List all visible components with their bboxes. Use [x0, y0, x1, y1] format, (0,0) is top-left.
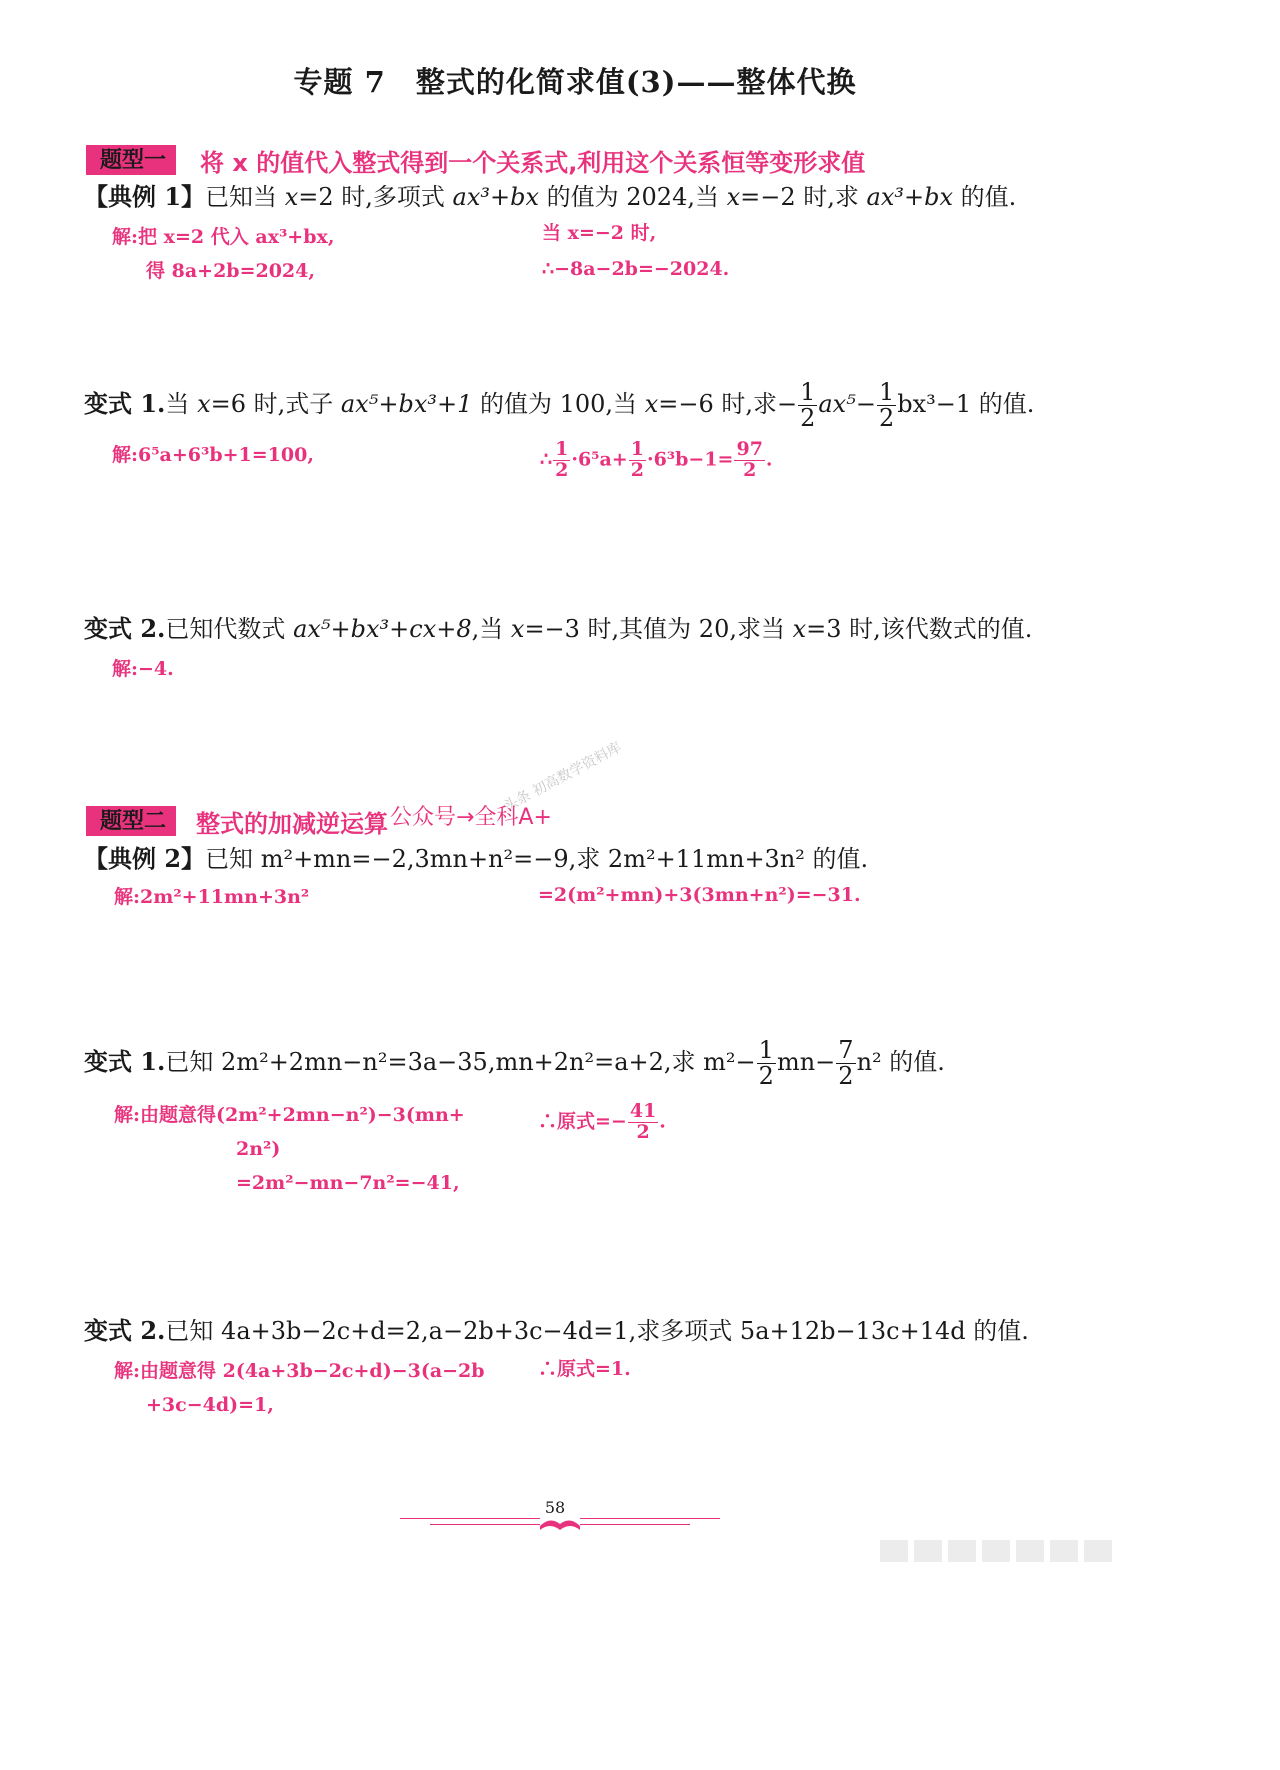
fraction-numerator: 1: [878, 378, 895, 406]
fraction: [798, 380, 817, 431]
fraction-denominator: 2: [800, 404, 816, 433]
variant-label: 变式 2.: [84, 1316, 166, 1345]
variant-label: 变式 1.: [84, 389, 166, 419]
footer-divider-left: [430, 1524, 540, 1525]
fraction-numerator: 1: [800, 378, 816, 406]
thumbnail-placeholder: [1050, 1540, 1078, 1562]
q-text: bx³−1 的值.: [897, 390, 1035, 419]
fraction-denominator: 2: [555, 458, 569, 481]
example2-question: [84, 842, 868, 876]
variant2-1-answer-line4: [538, 1102, 666, 1143]
fraction-denominator: 2: [838, 1062, 854, 1091]
variant-label: 变式 1.: [84, 1047, 166, 1077]
example1-label: 【典例 1】: [84, 182, 206, 211]
fraction-numerator: 7: [838, 1036, 854, 1064]
fraction: [628, 1102, 658, 1143]
section2-label: 题型二: [86, 806, 176, 836]
watermark: 头条 初高数学资料库: [501, 739, 625, 815]
example1-answer-line2: 得 8a+2b=2024,: [146, 260, 315, 282]
example2-answer-line1: 解:2m²+11mn+3n²: [114, 886, 310, 908]
fraction-denominator: 2: [630, 458, 644, 481]
thumbnail-placeholder: [914, 1540, 942, 1562]
fraction-numerator: 41: [629, 1100, 657, 1122]
example1-answer-line3: 当 x=−2 时,: [542, 222, 657, 244]
a-text: ∴: [540, 448, 553, 471]
q-text: =3 时,该代数式的值.: [806, 615, 1033, 643]
page-title: 专题 7 整式的化简求值(3)——整体代换: [293, 65, 857, 99]
a-text: ·6⁵a+: [571, 448, 628, 471]
thumbnail-placeholder: [982, 1540, 1010, 1562]
q-text: =−2 时,求: [740, 183, 867, 211]
fraction: [877, 380, 896, 431]
fraction-numerator: 1: [555, 438, 569, 460]
example1-answer-line4: ∴−8a−2b=−2024.: [542, 258, 730, 280]
fraction-denominator: 2: [743, 458, 757, 481]
q-var: x: [792, 615, 807, 643]
variant2-2-answer-line3: ∴原式=1.: [538, 1358, 631, 1380]
variant2-1-answer-line1: 解:由题意得(2m²+2mn−n²)−3(mn+: [114, 1104, 465, 1126]
q-expr: ax³+bx: [452, 183, 539, 211]
variant2-1-question: [84, 1038, 945, 1089]
section1-label: 题型一: [86, 145, 176, 175]
thumbnail-placeholder: [880, 1540, 908, 1562]
q-var: x: [510, 615, 525, 643]
variant1-1-question: [84, 380, 1034, 431]
q-expr: ax⁵+bx³+cx+8: [293, 615, 472, 643]
fraction-denominator: 2: [758, 1062, 774, 1091]
fraction-numerator: 1: [758, 1036, 774, 1064]
q-var: x: [726, 183, 741, 211]
fraction-denominator: 2: [636, 1120, 650, 1143]
variant-label: 变式 2.: [84, 614, 166, 643]
example2-answer-line2: =2(m²+mn)+3(3mn+n²)=−31.: [538, 884, 861, 906]
variant2-2-answer-line2: +3c−4d)=1,: [146, 1394, 274, 1416]
q-text: 的值为 2024,当: [539, 183, 727, 211]
q-text: 的值.: [953, 183, 1017, 211]
q-expr: ax³+bx: [866, 183, 953, 211]
footer-divider-right: [580, 1518, 720, 1519]
q-text: =−6 时,求−: [658, 390, 798, 419]
fraction: [629, 440, 646, 481]
footer-divider-right: [580, 1524, 690, 1525]
q-text: =6 时,式子: [210, 390, 341, 419]
variant2-2-answer-line1: 解:由题意得 2(4a+3b−2c+d)−3(a−2b: [114, 1360, 485, 1382]
q-text: 已知代数式: [165, 615, 294, 643]
q-text: ,当: [471, 615, 511, 643]
q-text: =−3 时,其值为 20,求当: [524, 615, 793, 643]
fraction: [757, 1038, 776, 1089]
q-text: n² 的值.: [856, 1048, 945, 1077]
variant2-1-answer-line3: =2m²−mn−7n²=−41,: [236, 1172, 460, 1194]
q-text: =2 时,多项式: [298, 183, 453, 211]
fraction: [734, 440, 764, 481]
q-text: 已知当: [205, 183, 285, 211]
page-number: 58: [544, 1498, 566, 1517]
q-var: x: [284, 183, 299, 211]
fraction: [836, 1038, 855, 1089]
q-var: x: [644, 390, 659, 419]
section2-note: 公众号→全科A+: [390, 805, 552, 830]
variant1-1-answer-line1: 解:6⁵a+6³b+1=100,: [112, 444, 314, 466]
variant1-2-answer: 解:−4.: [112, 658, 174, 680]
fraction-denominator: 2: [878, 404, 895, 433]
a-text: ·6³b−1=: [646, 448, 734, 471]
example1-answer-line1: 解:把 x=2 代入 ax³+bx,: [112, 226, 335, 248]
example1-question: [84, 180, 1016, 214]
fraction: [553, 440, 570, 481]
section2-title: 整式的加减逆运算: [196, 810, 388, 838]
thumbnail-placeholder: [1016, 1540, 1044, 1562]
a-text: .: [765, 448, 773, 471]
fraction-numerator: 1: [630, 438, 644, 460]
q-text: 当: [165, 390, 198, 419]
a-text: .: [659, 1110, 666, 1133]
q-text: mn−: [776, 1048, 836, 1077]
section1-title: 将 x 的值代入整式得到一个关系式,利用这个关系恒等变形求值: [200, 149, 866, 177]
q-var: x: [197, 390, 211, 419]
example2-label: 【典例 2】: [84, 844, 206, 873]
variant1-1-answer-line2: [540, 440, 773, 481]
variant2-2-question: [84, 1314, 1029, 1348]
thumbnail-placeholder: [1084, 1540, 1112, 1562]
q-text: 的值为 100,当: [472, 390, 645, 419]
fraction-numerator: 97: [736, 438, 763, 460]
a-text: ∴原式=−: [538, 1110, 627, 1133]
q-text: 已知 m²+mn=−2,3mn+n²=−9,求 2m²+11mn+3n² 的值.: [205, 845, 869, 873]
q-text: 已知 4a+3b−2c+d=2,a−2b+3c−4d=1,求多项式 5a+12b−13c+14d 的值.: [165, 1317, 1029, 1345]
thumbnail-placeholder: [948, 1540, 976, 1562]
variant1-2-question: [84, 612, 1032, 646]
footer-divider-left: [400, 1518, 540, 1519]
variant2-1-answer-line2: 2n²): [236, 1138, 281, 1160]
q-expr: ax⁵+bx³+1: [340, 390, 473, 419]
q-text: 已知 2m²+2mn−n²=3a−35,mn+2n²=a+2,求 m²−: [165, 1048, 756, 1077]
q-expr: ax⁵−: [818, 390, 876, 419]
